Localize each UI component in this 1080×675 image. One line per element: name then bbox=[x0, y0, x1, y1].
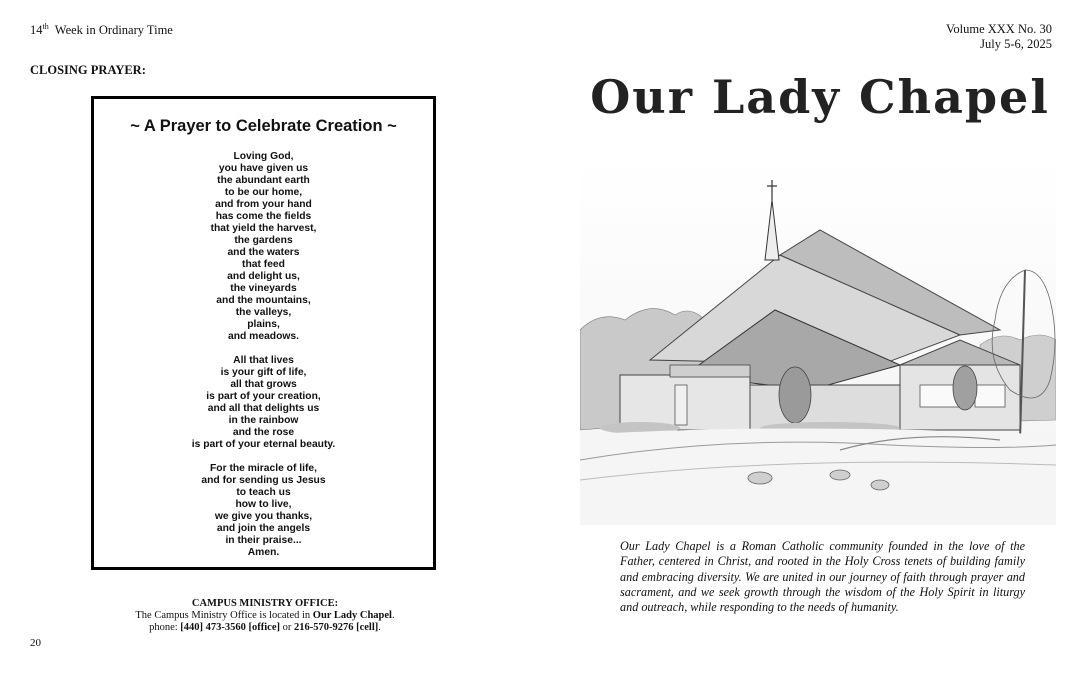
prayer-line: and meadows. bbox=[228, 331, 299, 342]
prayer-line: that yield the harvest, bbox=[210, 223, 317, 234]
prayer-line: that feed bbox=[242, 259, 285, 270]
prayer-line: the gardens bbox=[234, 235, 293, 246]
prayer-title: ~ A Prayer to Celebrate Creation ~ bbox=[130, 117, 397, 135]
campus-location: The Campus Ministry Office is located in Our Lady Chapel. bbox=[135, 610, 395, 621]
prayer-line: and for sending us Jesus bbox=[201, 475, 326, 486]
prayer-line: is part of your eternal beauty. bbox=[191, 439, 336, 450]
prayer-line: how to live, bbox=[235, 499, 292, 510]
volume-label: Volume XXX No. 30 bbox=[945, 22, 1052, 36]
prayer-line: Amen. bbox=[247, 547, 280, 558]
prayer-line: has come the fields bbox=[215, 211, 312, 222]
prayer-line: the abundant earth bbox=[217, 175, 310, 186]
prayer-body bbox=[94, 151, 433, 571]
chapel-title: Our Lady Chapel bbox=[590, 70, 1050, 124]
prayer-line: and the waters bbox=[227, 247, 300, 258]
prayer-box bbox=[91, 96, 436, 570]
prayer-line: is your gift of life, bbox=[220, 367, 307, 378]
prayer-line: and delight us, bbox=[227, 271, 300, 282]
prayer-line: in the rainbow bbox=[228, 415, 299, 426]
closing-prayer-heading: CLOSING PRAYER: bbox=[30, 63, 146, 77]
campus-heading: CAMPUS MINISTRY OFFICE: bbox=[191, 598, 339, 609]
prayer-line: and all that delights us bbox=[207, 403, 320, 414]
prayer-line: all that grows bbox=[230, 379, 297, 390]
campus-ministry-info bbox=[95, 598, 435, 634]
page-number: 20 bbox=[30, 637, 41, 649]
prayer-line: you have given us bbox=[218, 163, 309, 174]
prayer-line: to teach us bbox=[236, 487, 291, 498]
prayer-line: and the mountains, bbox=[216, 295, 311, 306]
prayer-line: plains, bbox=[247, 319, 280, 330]
issue-info bbox=[946, 22, 1052, 52]
prayer-line: is part of your creation, bbox=[206, 391, 321, 402]
prayer-line: in their praise... bbox=[225, 535, 302, 546]
campus-phone: phone: [440] 473-3560 [office] or 216-570-9276 [cell]. bbox=[149, 622, 381, 633]
prayer-line: and the rose bbox=[232, 427, 295, 438]
chapel-drawing bbox=[580, 160, 1056, 525]
prayer-line: to be our home, bbox=[224, 187, 303, 198]
prayer-stanza bbox=[94, 355, 433, 451]
prayer-line: the valleys, bbox=[235, 307, 292, 318]
prayer-line: All that lives bbox=[233, 355, 294, 366]
prayer-line: For the miracle of life, bbox=[210, 463, 317, 474]
prayer-stanza bbox=[94, 151, 433, 343]
mission-statement: Our Lady Chapel is a Roman Catholic community founded in the love of the Father, centered in Christ, and rooted in the Holy Cross tenets of building family and embracing diversity. We are united in our journey of faith through prayer and sacrament, and we seek growth through the wisdom of the Holy Spirit in liturgy and outreach, while responding to the needs of humanity. bbox=[620, 539, 1025, 615]
prayer-line: the vineyards bbox=[230, 283, 297, 294]
prayer-line: and from your hand bbox=[215, 199, 312, 210]
prayer-line: we give you thanks, bbox=[214, 511, 313, 522]
prayer-line: Loving God, bbox=[233, 151, 294, 162]
issue-date: July 5-6, 2025 bbox=[980, 37, 1052, 51]
prayer-line: and join the angels bbox=[216, 523, 311, 534]
week-label: 14th Week in Ordinary Time bbox=[30, 22, 173, 38]
prayer-stanza bbox=[94, 463, 433, 559]
